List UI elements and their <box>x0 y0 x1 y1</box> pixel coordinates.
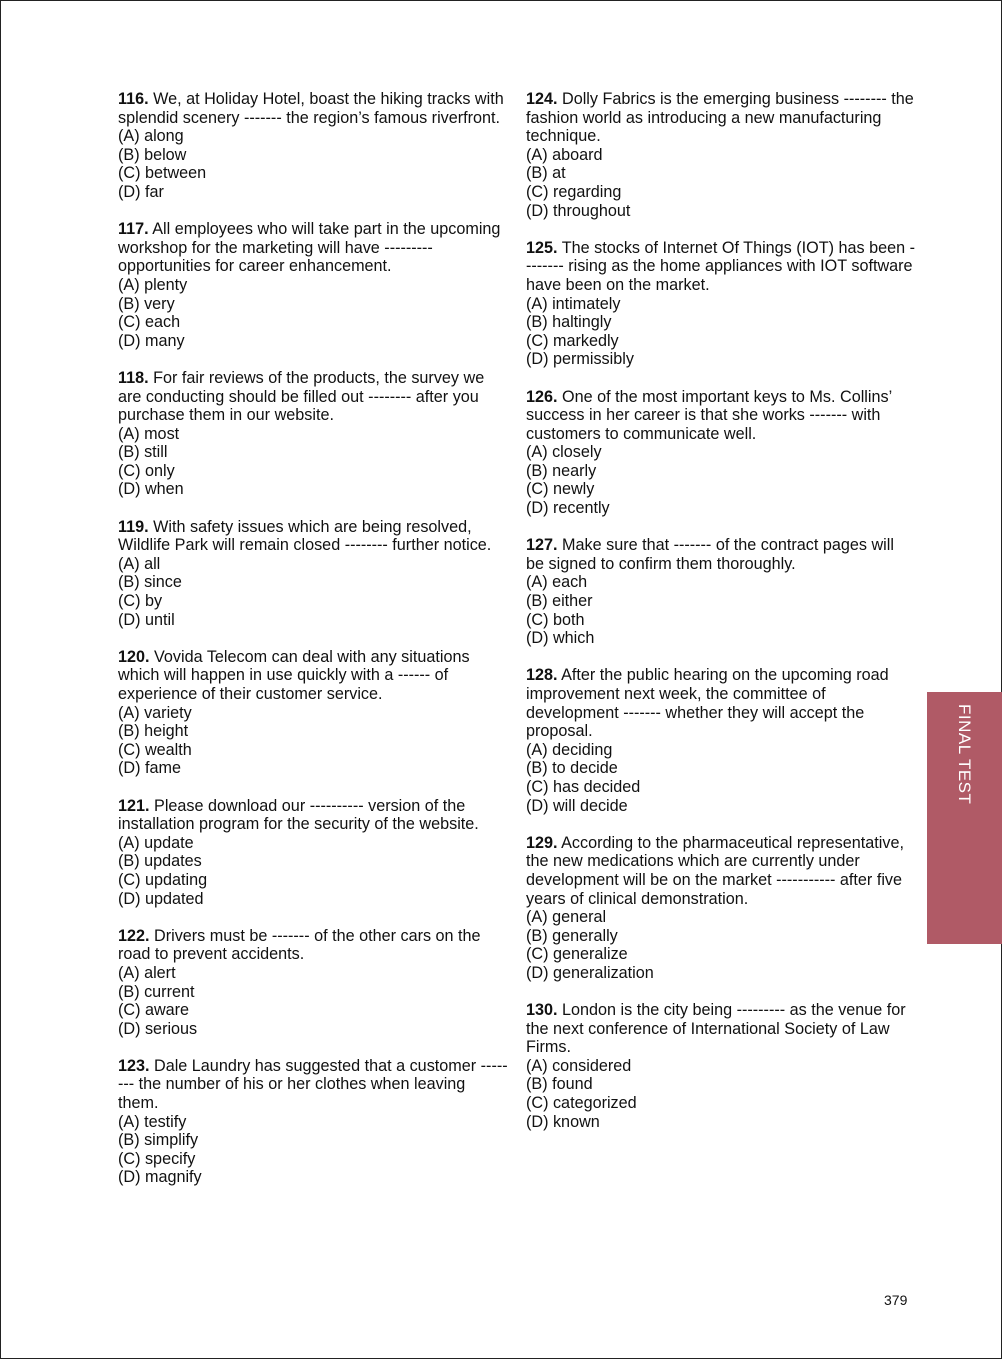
question-117 <box>118 220 508 350</box>
answer-option: (D) magnify <box>118 1168 202 1187</box>
answer-option: (D) until <box>118 610 175 629</box>
question-number: 130. <box>526 1001 558 1020</box>
question-number: 116. <box>118 90 149 108</box>
question-stem <box>118 648 508 704</box>
question-number: 125. <box>526 238 558 257</box>
answer-option: (A) considered <box>526 1056 632 1075</box>
answer-option: (D) updated <box>118 889 204 908</box>
answer-option: (C) newly <box>526 480 595 499</box>
question-stem <box>118 220 508 276</box>
answer-option: (D) permissibly <box>526 350 634 369</box>
question-116 <box>118 90 508 202</box>
answer-option: (B) nearly <box>526 461 597 480</box>
answer-option: (A) along <box>118 127 184 146</box>
answer-option: (D) known <box>526 1112 600 1131</box>
answer-option: (B) haltingly <box>526 313 612 332</box>
answer-option: (B) at <box>526 164 566 183</box>
question-stem <box>526 239 916 295</box>
question-number: 117. <box>118 220 149 239</box>
question-text: All employees who will take part in the upcoming workshop for the marketing will have --------- opportunities for career enhancement. <box>118 220 501 276</box>
question-text: Make sure that ------- of the contract pages will be signed to confirm them thoroughly. <box>526 536 894 573</box>
section-tab-label: FINAL TEST <box>955 704 974 805</box>
answer-option: (C) updating <box>118 870 208 889</box>
question-stem <box>118 797 508 834</box>
answer-option: (D) recently <box>526 499 610 518</box>
answer-option: (C) both <box>526 610 585 629</box>
question-129 <box>526 834 916 983</box>
question-stem <box>118 90 508 127</box>
question-stem <box>526 536 916 573</box>
answer-option: (A) most <box>118 424 180 443</box>
question-130 <box>526 1001 916 1131</box>
question-text: With safety issues which are being resolved, Wildlife Park will remain closed -------- further notice. <box>118 517 492 555</box>
question-number: 119. <box>118 517 149 536</box>
answer-option: (B) below <box>118 145 187 164</box>
left-column <box>118 90 508 1206</box>
question-text: For fair reviews of the products, the survey we are conducting should be filled out -------- after you purchase them in our website. <box>118 368 485 425</box>
answer-option: (A) intimately <box>526 294 621 313</box>
question-text: The stocks of Internet Of Things (IOT) has been -------- rising as the home appliances with IOT software have been on the market. <box>526 238 916 294</box>
question-number: 128. <box>526 666 558 685</box>
answer-option: (B) very <box>118 294 175 313</box>
question-number: 126. <box>526 387 558 406</box>
answer-option: (D) generalization <box>526 963 654 982</box>
question-120 <box>118 648 508 778</box>
answer-option: (A) aboard <box>526 145 603 164</box>
answer-option: (C) between <box>118 164 207 183</box>
answer-option: (D) will decide <box>526 796 628 815</box>
page-number: 379 <box>884 1292 908 1308</box>
question-number: 118. <box>118 368 149 387</box>
question-number: 121. <box>118 796 150 815</box>
question-text: Vovida Telecom can deal with any situations which will happen in use quickly with a ------ of experience of their customer service. <box>118 647 470 703</box>
answer-option: (D) far <box>118 182 164 201</box>
answer-option: (A) all <box>118 554 161 573</box>
question-127 <box>526 536 916 648</box>
question-118 <box>118 369 508 499</box>
question-121 <box>118 797 508 909</box>
answer-option: (D) many <box>118 331 185 350</box>
answer-option: (C) markedly <box>526 331 619 350</box>
answer-option: (B) simplify <box>118 1131 199 1150</box>
question-number: 124. <box>526 90 558 108</box>
answer-option: (A) alert <box>118 963 176 982</box>
answer-option: (C) each <box>118 313 181 332</box>
answer-option: (C) aware <box>118 1001 190 1020</box>
question-stem <box>118 369 508 425</box>
question-number: 123. <box>118 1056 150 1075</box>
answer-option: (B) current <box>118 982 195 1001</box>
answer-option: (A) closely <box>526 443 602 462</box>
question-stem <box>526 388 916 444</box>
question-stem <box>118 518 508 555</box>
answer-option: (B) found <box>526 1075 593 1094</box>
section-tab <box>927 692 1002 944</box>
question-stem <box>526 90 916 146</box>
answer-option: (B) either <box>526 592 593 611</box>
answer-option: (C) only <box>118 461 175 480</box>
question-stem <box>526 666 916 740</box>
question-text: London is the city being --------- as the venue for the next conference of International Society of Law Firms. <box>526 1001 906 1057</box>
question-stem <box>118 1057 508 1113</box>
answer-option: (D) serious <box>118 1019 198 1038</box>
question-126 <box>526 388 916 518</box>
answer-option: (D) which <box>526 629 595 648</box>
question-text: Please download our ---------- version of the installation program for the security of the website. <box>118 796 479 834</box>
answer-option: (C) has decided <box>526 777 641 796</box>
answer-option: (C) wealth <box>118 740 192 759</box>
answer-option: (D) throughout <box>526 201 631 220</box>
answer-option: (A) testify <box>118 1112 187 1131</box>
answer-option: (C) by <box>118 592 163 611</box>
answer-option: (B) still <box>118 443 168 462</box>
question-128 <box>526 666 916 815</box>
answer-option: (B) height <box>118 722 189 741</box>
question-number: 127. <box>526 536 558 555</box>
question-124 <box>526 90 916 220</box>
answer-option: (A) deciding <box>526 740 613 759</box>
question-text: Dale Laundry has suggested that a customer -------- the number of his or her clothes when leaving them. <box>118 1056 508 1113</box>
answer-option: (C) generalize <box>526 945 628 964</box>
answer-option: (A) update <box>118 833 194 852</box>
answer-option: (D) fame <box>118 759 181 778</box>
answer-option: (A) each <box>526 573 588 592</box>
question-stem <box>118 927 508 964</box>
answer-option: (A) plenty <box>118 275 188 294</box>
question-123 <box>118 1057 508 1187</box>
question-number: 120. <box>118 647 150 666</box>
answer-option: (C) regarding <box>526 182 622 201</box>
answer-option: (A) general <box>526 908 607 927</box>
answer-option: (D) when <box>118 480 184 499</box>
question-text: One of the most important keys to Ms. Collins’ success in her career is that she works ------- with customers to communicate well. <box>526 387 892 443</box>
question-number: 129. <box>526 833 558 852</box>
question-stem <box>526 1001 916 1057</box>
question-text: After the public hearing on the upcoming road improvement next week, the committee of development ------- whether they will accept the proposal. <box>526 666 889 741</box>
question-text: Drivers must be ------- of the other cars on the road to prevent accidents. <box>118 926 481 964</box>
question-119 <box>118 518 508 630</box>
question-text: According to the pharmaceutical representative, the new medications which are currently under development will be on the market ----------- after five years of clinical demonstration. <box>526 833 904 908</box>
question-text: We, at Holiday Hotel, boast the hiking tracks with splendid scenery ------- the region’s famous riverfront. <box>118 90 504 127</box>
answer-option: (B) generally <box>526 926 618 945</box>
question-number: 122. <box>118 926 150 945</box>
question-text: Dolly Fabrics is the emerging business -------- the fashion world as introducing a new manufacturing technique. <box>526 90 914 146</box>
answer-option: (B) since <box>118 573 182 592</box>
answer-option: (C) specify <box>118 1149 196 1168</box>
question-122 <box>118 927 508 1039</box>
answer-option: (C) categorized <box>526 1094 637 1113</box>
answer-option: (B) to decide <box>526 759 618 778</box>
question-stem <box>526 834 916 908</box>
answer-option: (B) updates <box>118 852 202 871</box>
right-column <box>526 90 916 1150</box>
answer-option: (A) variety <box>118 703 192 722</box>
question-125 <box>526 239 916 369</box>
